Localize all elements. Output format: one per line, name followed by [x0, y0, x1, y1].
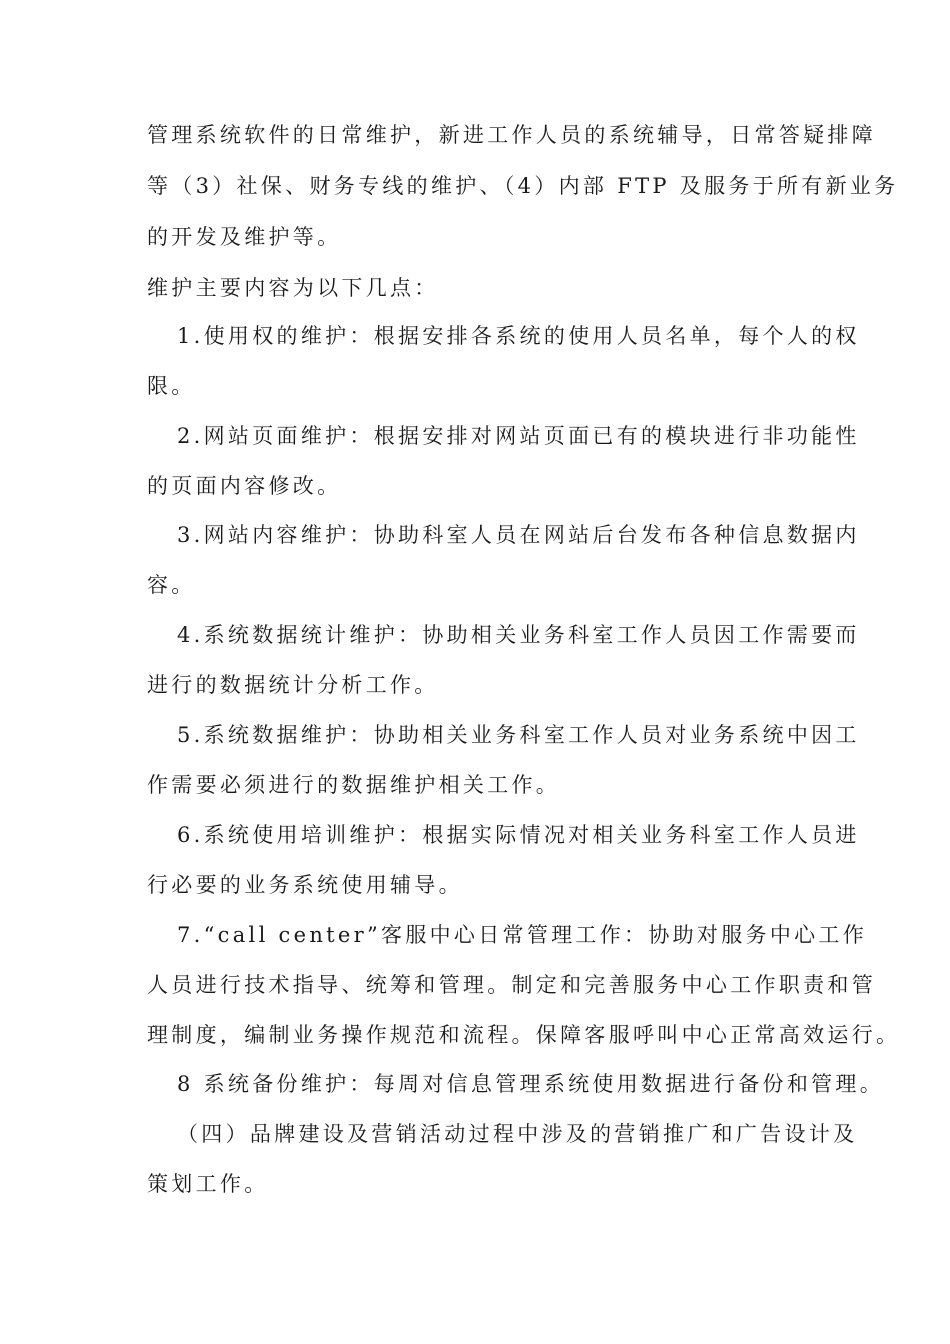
item-5-line-2: 作需要必须进行的数据维护相关工作。	[147, 773, 561, 797]
item-3-line-1: 3.网站内容维护：协助科室人员在网站后台发布各种信息数据内	[177, 523, 860, 547]
item-1-line-2: 限。	[147, 374, 196, 398]
item-4-line-2: 进行的数据统计分析工作。	[147, 673, 439, 697]
item-1-line-1: 1.使用权的维护：根据安排各系统的使用人员名单，每个人的权	[177, 324, 860, 348]
section-4-line-2: 策划工作。	[147, 1172, 269, 1196]
item-6-line-1: 6.系统使用培训维护：根据实际情况对相关业务科室工作人员进	[177, 823, 860, 847]
item-3-line-2: 容。	[147, 573, 196, 597]
item-6-line-2: 行必要的业务系统使用辅导。	[147, 873, 463, 897]
item-4-line-1: 4.系统数据统计维护：协助相关业务科室工作人员因工作需要而	[177, 623, 860, 647]
paragraph-intro-line-3: 的开发及维护等。	[147, 225, 342, 249]
section-4-line-1: （四）品牌建设及营销活动过程中涉及的营销推广和广告设计及	[177, 1122, 858, 1146]
item-7-line-2: 人员进行技术指导、统筹和管理。制定和完善服务中心工作职责和管	[147, 973, 876, 997]
item-2-line-2: 的页面内容修改。	[147, 474, 342, 498]
item-2-line-1: 2.网站页面维护：根据安排对网站页面已有的模块进行非功能性	[177, 424, 860, 448]
item-7-line-1: 7.“call center”客服中心日常管理工作：协助对服务中心工作	[177, 923, 868, 947]
item-7-line-3: 理制度，编制业务操作规范和流程。保障客服呼叫中心正常高效运行。	[147, 1023, 901, 1047]
item-8-line-1: 8 系统备份维护：每周对信息管理系统使用数据进行备份和管理。	[177, 1072, 885, 1096]
item-5-line-1: 5.系统数据维护：协助相关业务科室工作人员对业务系统中因工	[177, 723, 860, 747]
paragraph-intro-line-1: 管理系统软件的日常维护，新进工作人员的系统辅导，日常答疑排障	[147, 123, 876, 147]
maintenance-heading: 维护主要内容为以下几点：	[147, 276, 439, 300]
paragraph-intro-line-2: 等（3）社保、财务专线的维护、（4）内部 FTP 及服务于所有新业务	[147, 174, 899, 198]
